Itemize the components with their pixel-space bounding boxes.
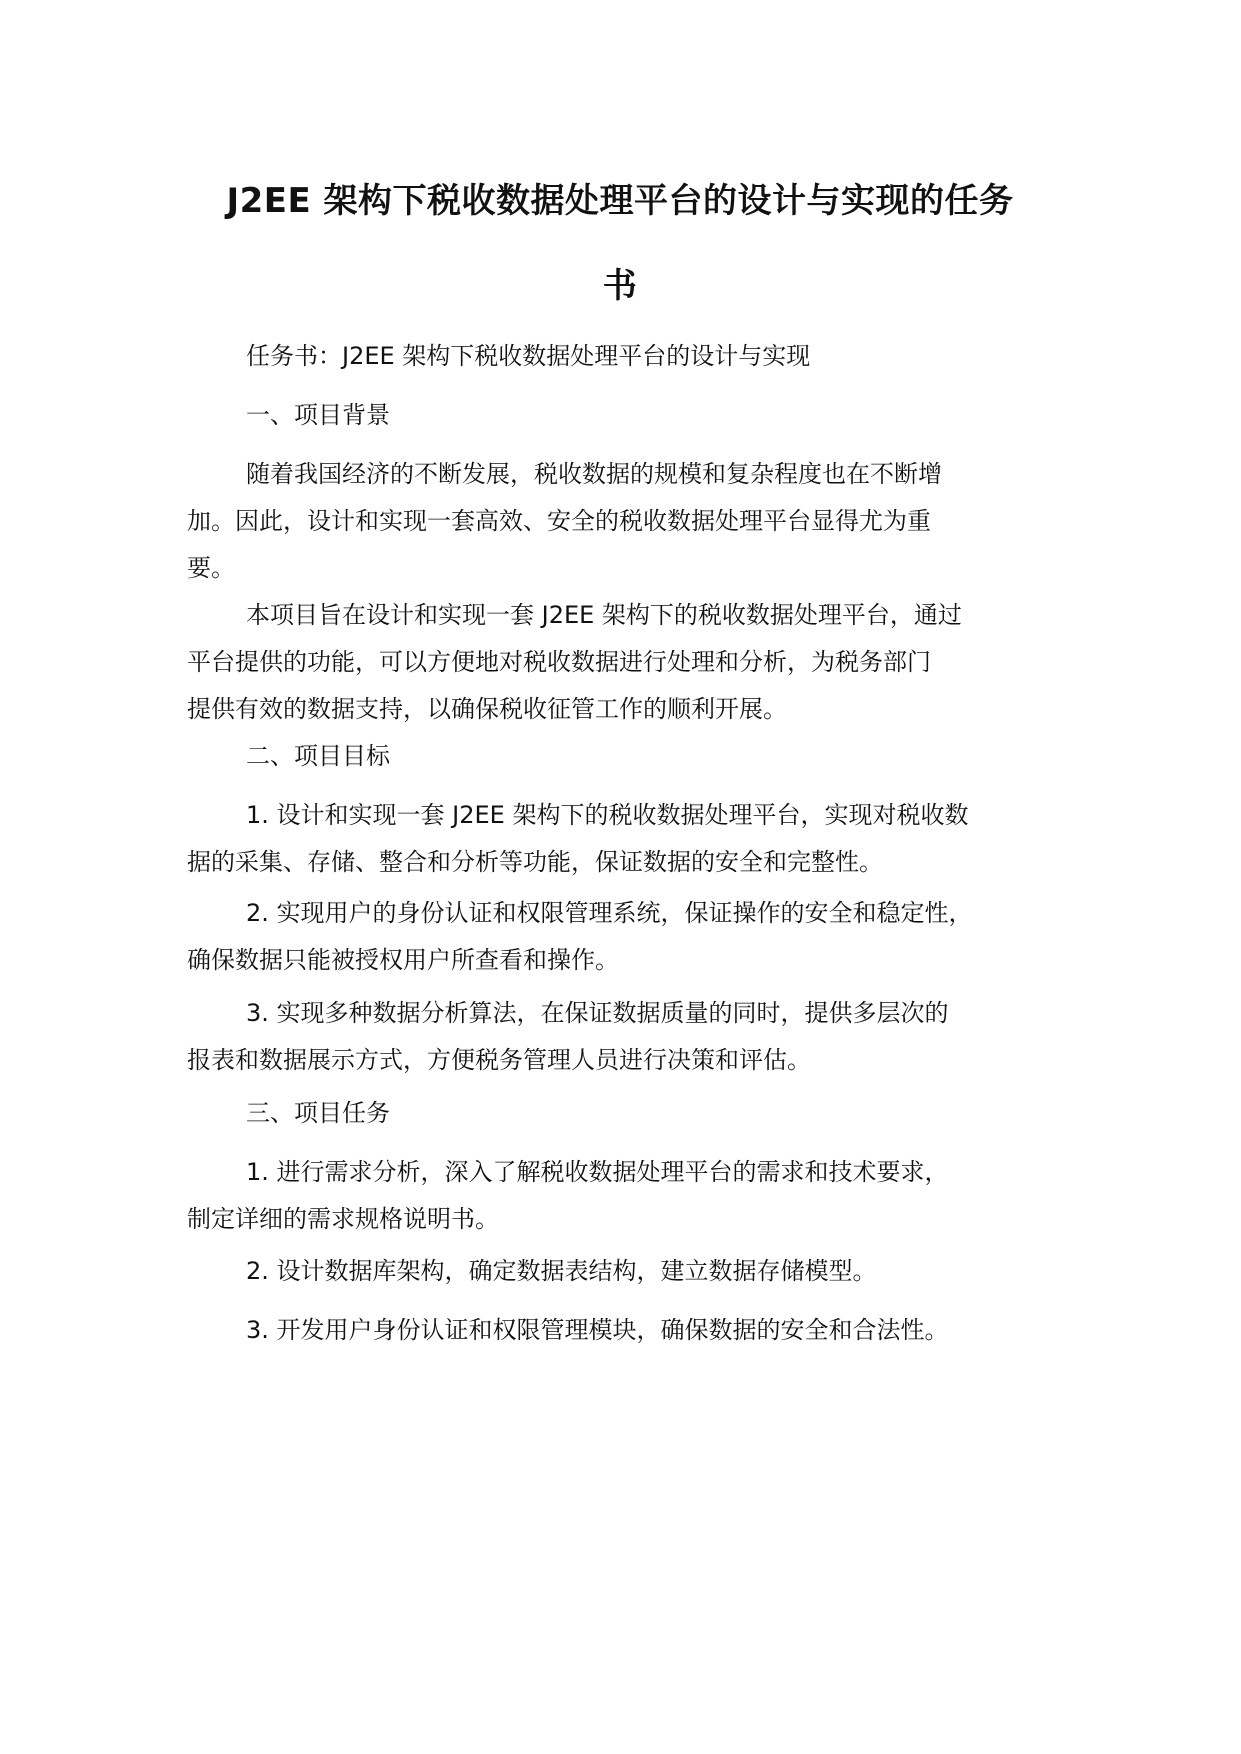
- document-title-line-1: J2EE 架构下税收数据处理平台的设计与实现的任务: [226, 181, 1014, 221]
- goal-item-1: [187, 792, 1067, 886]
- paragraph-line: 提供有效的数据支持，以确保税收征管工作的顺利开展。: [187, 695, 787, 723]
- paragraph-line: 本项目旨在设计和实现一套 J2EE 架构下的税收数据处理平台，通过: [246, 601, 962, 629]
- paragraph-line: 2. 设计数据库架构，确定数据表结构，建立数据存储模型。: [246, 1257, 877, 1285]
- paragraph-line: 1. 设计和实现一套 J2EE 架构下的税收数据处理平台，实现对税收数: [246, 801, 969, 829]
- paragraph-background-2: [187, 592, 1067, 733]
- paragraph-line: 任务书：J2EE 架构下税收数据处理平台的设计与实现: [246, 342, 811, 370]
- paragraph-background-1: [187, 451, 1067, 592]
- document-title-line-2: 书: [602, 266, 638, 306]
- paragraph-line: 三、项目任务: [246, 1099, 390, 1127]
- paragraph-line: 2. 实现用户的身份认证和权限管理系统，保证操作的安全和稳定性，: [246, 899, 973, 927]
- section-heading-background: [187, 392, 1067, 439]
- paragraph-line: 确保数据只能被授权用户所查看和操作。: [187, 946, 619, 974]
- paragraph-line: 制定详细的需求规格说明书。: [187, 1205, 499, 1233]
- paragraph-line: 据的采集、存储、整合和分析等功能，保证数据的安全和完整性。: [187, 848, 883, 876]
- section-heading-tasks: [187, 1090, 1067, 1137]
- paragraph-line: 3. 开发用户身份认证和权限管理模块，确保数据的安全和合法性。: [246, 1316, 949, 1344]
- task-book-heading: [187, 333, 1067, 380]
- task-item-2: [187, 1248, 1067, 1295]
- task-item-1: [187, 1149, 1067, 1243]
- section-heading-goals: [187, 733, 1067, 780]
- paragraph-line: 随着我国经济的不断发展，税收数据的规模和复杂程度也在不断增: [246, 460, 942, 488]
- goal-item-2: [187, 890, 1067, 984]
- task-item-3: [187, 1307, 1067, 1354]
- paragraph-line: 3. 实现多种数据分析算法，在保证数据质量的同时，提供多层次的: [246, 999, 949, 1027]
- paragraph-line: 平台提供的功能，可以方便地对税收数据进行处理和分析，为税务部门: [187, 648, 931, 676]
- paragraph-line: 1. 进行需求分析，深入了解税收数据处理平台的需求和技术要求，: [246, 1158, 949, 1186]
- paragraph-line: 要。: [187, 554, 235, 582]
- paragraph-line: 加。因此，设计和实现一套高效、安全的税收数据处理平台显得尤为重: [187, 507, 931, 535]
- paragraph-line: 报表和数据展示方式，方便税务管理人员进行决策和评估。: [187, 1046, 811, 1074]
- paragraph-line: 一、项目背景: [246, 401, 390, 429]
- paragraph-line: 二、项目目标: [246, 742, 390, 770]
- goal-item-3: [187, 990, 1067, 1084]
